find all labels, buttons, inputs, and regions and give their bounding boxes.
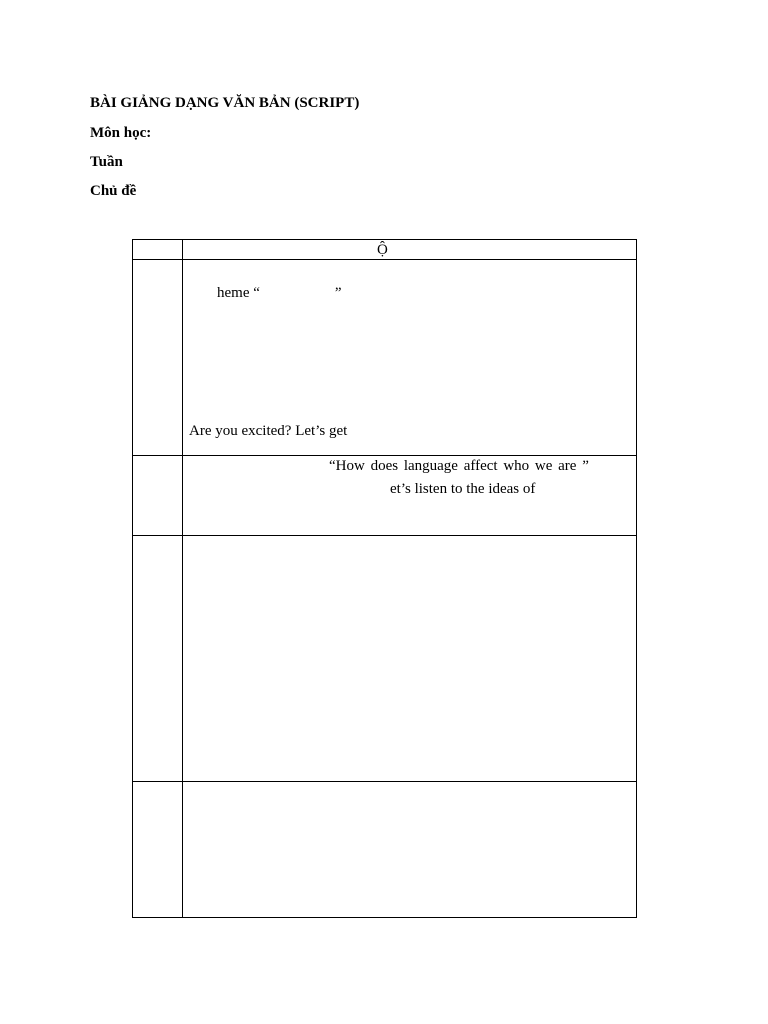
- row1-line1: heme “ ”: [217, 285, 342, 301]
- row-divider: [133, 455, 636, 456]
- row1-line2: Are you excited? Let’s get: [189, 423, 348, 439]
- row2-line2: et’s listen to the ideas of: [390, 481, 536, 497]
- row-divider: [133, 781, 636, 782]
- topic-label: Chủ đề: [90, 183, 137, 199]
- column-divider: [182, 240, 183, 917]
- table-header-content: Ộ: [377, 242, 388, 258]
- subject-label: Môn học:: [90, 125, 152, 141]
- document-title: BÀI GIẢNG DẠNG VĂN BẢN (SCRIPT): [90, 95, 360, 111]
- row-divider: [133, 535, 636, 536]
- row2-line1: “How does language affect who we are ”: [329, 458, 589, 474]
- week-label: Tuần: [90, 154, 123, 170]
- row-divider: [133, 259, 636, 260]
- script-table: [132, 239, 637, 918]
